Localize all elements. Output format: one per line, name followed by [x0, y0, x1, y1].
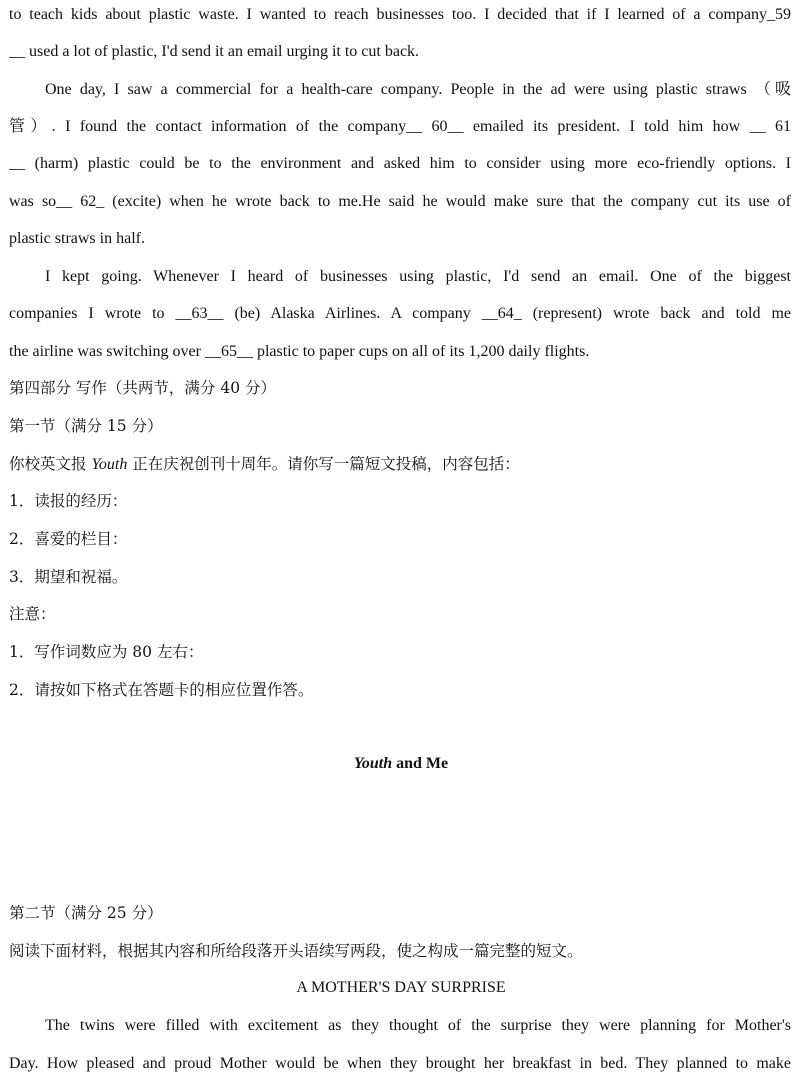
content-item-1: 1．读报的经历：	[9, 492, 128, 510]
section-one-title: 第一节（满分 15 分）	[9, 417, 163, 435]
prompt-text-before: 你校英文报	[9, 455, 92, 473]
part-four-title: 第四部分 写作（共两节，满分 40 分）	[9, 379, 277, 397]
passage-line-6: was so__ 62_ (excite) when he wrote back to me.He said he would make sure that the company cut its use of	[9, 193, 791, 210]
essay-title-rest: and Me	[392, 755, 449, 772]
passage-line-7: plastic straws in half.	[9, 230, 145, 247]
note-item-1: 1．写作词数应为 80 左右：	[9, 643, 204, 661]
passage-line-10: the airline was switching over __65__ plastic to paper cups on all of its 1,200 daily flights.	[9, 343, 590, 360]
writing-prompt	[9, 454, 791, 475]
story-line-1: The twins were filled with excitement as they thought of the surprise they were planning for Mother's	[45, 1017, 791, 1034]
passage-line-9: companies I wrote to __63__ (be) Alaska Airlines. A company __64_ (represent) wrote back and told me	[9, 305, 791, 322]
passage-line-3: One day, I saw a commercial for a health-care company. People in the ad were using plastic straws （吸	[45, 81, 791, 98]
story-title: A MOTHER'S DAY SURPRISE	[296, 979, 506, 996]
newspaper-name: Youth	[91, 456, 128, 473]
passage-line-4: 管）. I found the contact information of the company__ 60__ emailed its president. I told him how __ 61	[9, 118, 791, 135]
passage-line-5: __ (harm) plastic could be to the environment and asked him to consider using more eco-friendly options. I	[9, 155, 791, 172]
note-item-2: 2．请按如下格式在答题卡的相应位置作答。	[9, 681, 314, 699]
passage-line-1: to teach kids about plastic waste. I wanted to reach businesses too. I decided that if I learned of a company_59	[9, 6, 791, 23]
essay-title-italic: Youth	[353, 755, 393, 772]
essay-title	[0, 754, 802, 774]
notes-title: 注意：	[9, 605, 56, 623]
passage-line-8: I kept going. Whenever I heard of businesses using plastic, I'd send an email. One of the biggest	[45, 268, 791, 285]
content-item-2: 2．喜爱的栏目：	[9, 530, 128, 548]
prompt-text-after: 正在庆祝创刊十周年。请你写一篇短文投稿，内容包括：	[127, 455, 520, 473]
continuation-instruction: 阅读下面材料，根据其内容和所给段落开头语续写两段，使之构成一篇完整的短文。	[9, 942, 583, 960]
content-item-3: 3．期望和祝福。	[9, 568, 128, 586]
section-two-title: 第二节（满分 25 分）	[9, 904, 163, 922]
passage-line-2: __ used a lot of plastic, I'd send it an email urging it to cut back.	[9, 43, 420, 60]
story-line-2: Day. How pleased and proud Mother would be when they brought her breakfast in bed. They planned to make	[9, 1055, 791, 1072]
